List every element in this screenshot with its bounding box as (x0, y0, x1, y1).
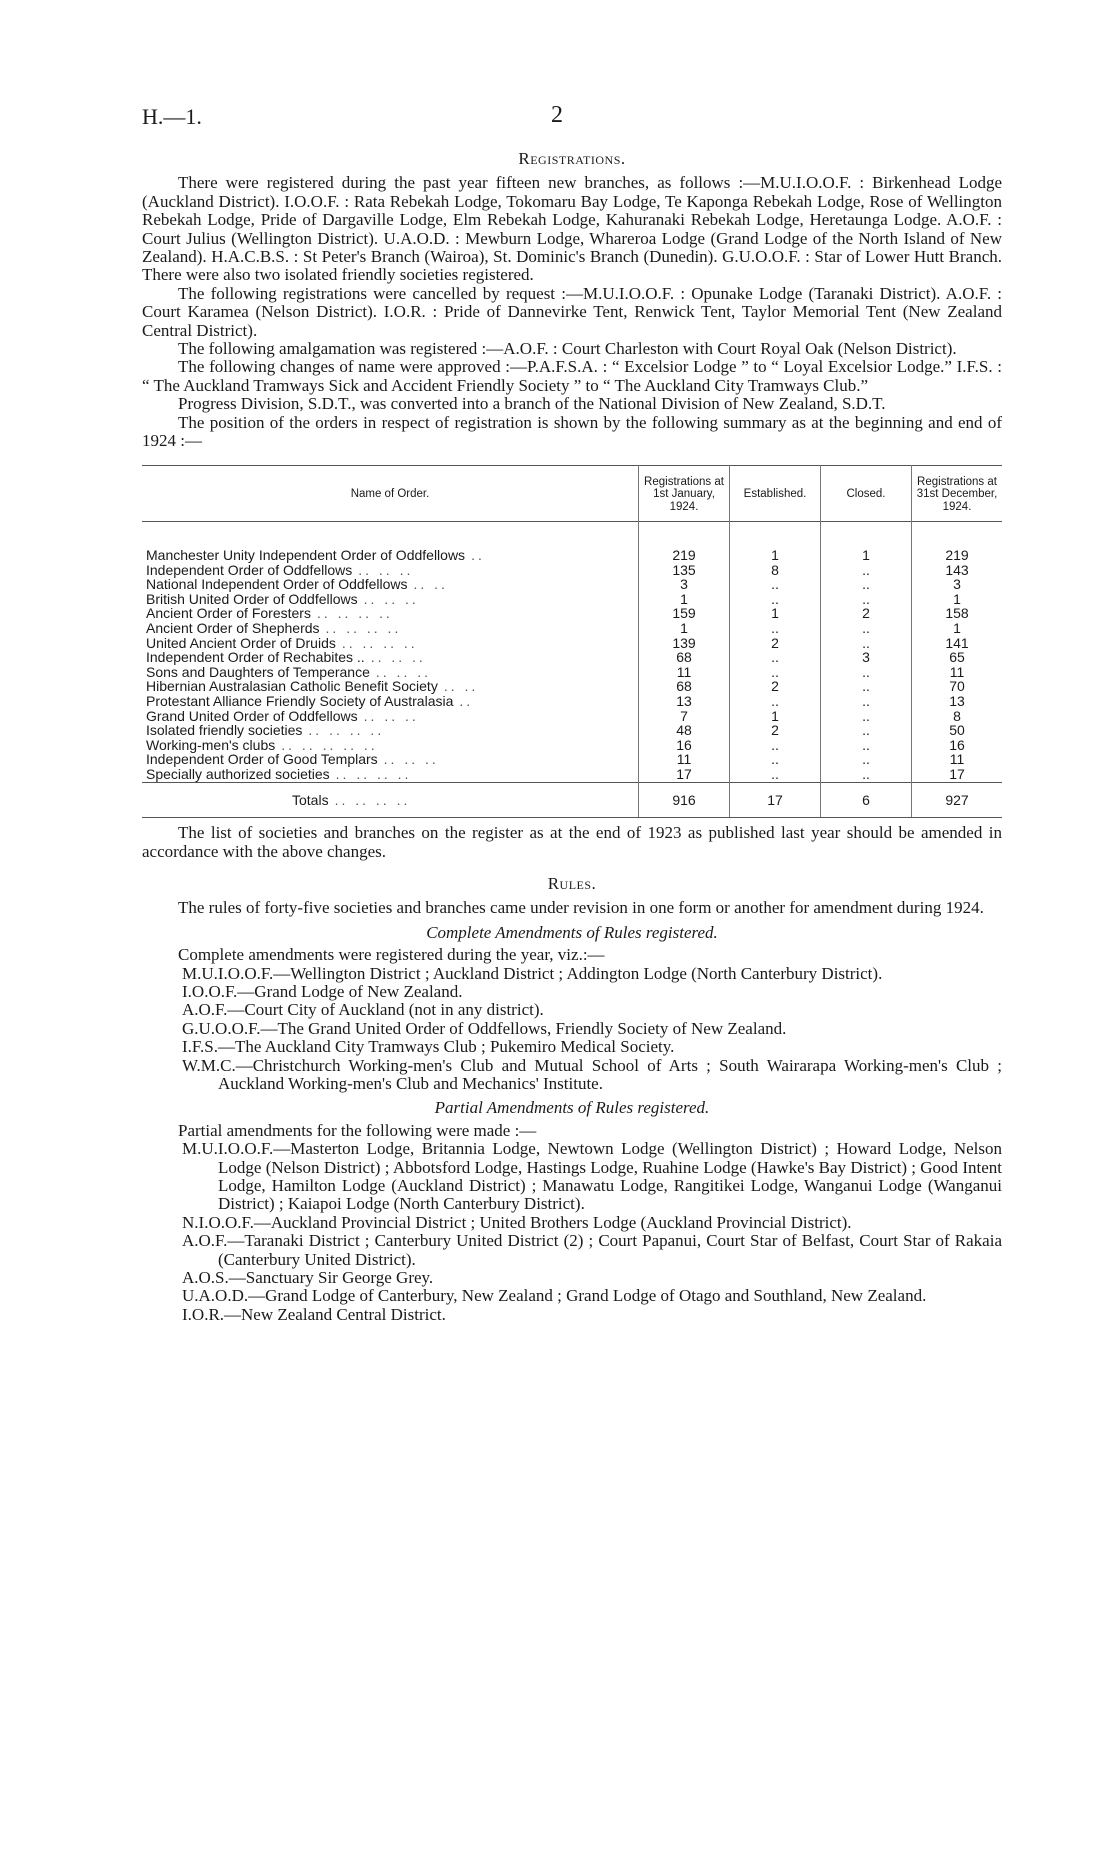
table-row (142, 767, 1002, 782)
registrations-end-cell: 1 (912, 592, 1003, 607)
leader-dots: .. .. .. .. (334, 791, 411, 808)
registrations-end-cell: 11 (912, 752, 1003, 767)
registrations-start-cell: 68 (639, 650, 730, 665)
leader-dots: .. .. (413, 576, 448, 593)
established-cell: 1 (730, 606, 821, 621)
closed-cell: .. (821, 709, 912, 724)
table-header-row (142, 465, 1002, 522)
established-cell: .. (730, 621, 821, 636)
list-item: I.F.S.—The Auckland City Tramways Club ; Pukemiro Medical Society. (182, 1037, 675, 1057)
paragraph: The list of societies and branches on the register as at the end of 1923 as published last year should be amended in accordance with the above changes. (142, 823, 1002, 861)
established-cell: 1 (730, 709, 821, 724)
total-end-cell: 927 (912, 782, 1003, 818)
registrations-start-cell: 1 (639, 621, 730, 636)
leader-dots: .. .. .. .. .. (281, 736, 378, 753)
closed-cell: .. (821, 665, 912, 680)
table-row (142, 577, 1002, 592)
list-intro: Partial amendments for the following were made :— (178, 1120, 537, 1140)
order-name: Isolated friendly societies (146, 722, 303, 739)
order-name-cell (142, 694, 639, 709)
column-header: Established. (730, 465, 821, 522)
rules-heading: Rules. (547, 873, 597, 893)
table-row (142, 723, 1002, 738)
order-name-cell (142, 665, 639, 680)
paragraph: The following changes of name were approved :—P.A.F.S.A. : “ Excelsior Lodge ” to “ Loyal Excelsior Lodge.” I.F.S. : “ The Auckland Tramways Sick and Accident Friendly Society ” to “ The Auckland City Tramways Club.” (142, 357, 1002, 395)
totals-row (142, 782, 1002, 818)
established-cell: .. (730, 752, 821, 767)
order-name: National Independent Order of Oddfellows (146, 576, 408, 593)
table-row (142, 694, 1002, 709)
paragraph: The rules of forty-five societies and branches came under revision in one form or another for amendment during 1924. (178, 898, 984, 918)
order-name: Specially authorized societies (146, 765, 330, 782)
table-row (142, 621, 1002, 636)
total-start-cell: 916 (639, 782, 730, 818)
closed-cell: .. (821, 679, 912, 694)
list-item: I.O.O.F.—Grand Lodge of New Zealand. (182, 981, 463, 1001)
leader-dots: .. .. .. (363, 590, 419, 607)
registrations-start-cell: 48 (639, 723, 730, 738)
table-row (142, 522, 1002, 563)
complete-amendments-heading: Complete Amendments of Rules registered. (426, 922, 718, 942)
order-name: Independent Order of Good Templars (146, 751, 378, 768)
registrations-end-cell: 70 (912, 679, 1003, 694)
list-item: A.O.F.—Court City of Auckland (not in any district). (182, 1000, 544, 1020)
established-cell: 1 (730, 522, 821, 563)
column-header: Registrations at 1st January, 1924. (639, 465, 730, 522)
paragraph: The following registrations were cancelled by request :—M.U.I.O.O.F. : Opunake Lodge (Taranaki District). A.O.F. : Court Karamea (Nelson District). I.O.R. : Pride of Dannevirke Tent, Renwick Tent, Taylor Memorial Tent (New Zealand Central District). (142, 283, 1002, 340)
registrations-start-cell: 7 (639, 709, 730, 724)
leader-dots: .. (471, 547, 485, 563)
table-row (142, 752, 1002, 767)
order-name: Manchester Unity Independent Order of Oddfellows (146, 547, 466, 563)
registrations-end-cell: 11 (912, 665, 1003, 680)
closed-cell: .. (821, 694, 912, 709)
order-name-cell (142, 767, 639, 782)
order-name: Protestant Alliance Friendly Society of Australasia (146, 692, 454, 709)
order-name-cell (142, 621, 639, 636)
paragraph: The position of the orders in respect of registration is shown by the following summary as at the beginning and end of 1924 :— (142, 412, 1002, 451)
closed-cell: .. (821, 577, 912, 592)
leader-dots: .. .. .. (358, 561, 414, 578)
established-cell: 2 (730, 636, 821, 651)
closed-cell: 2 (821, 606, 912, 621)
registrations-start-cell: 1 (639, 592, 730, 607)
table-row (142, 636, 1002, 651)
registrations-end-cell: 16 (912, 738, 1003, 753)
total-established-cell: 17 (730, 782, 821, 818)
registrations-end-cell: 8 (912, 709, 1003, 724)
closed-cell: 3 (821, 650, 912, 665)
document-reference: H.—1. (142, 104, 202, 129)
column-header: Closed. (821, 465, 912, 522)
list-item: M.U.I.O.O.F.—Masterton Lodge, Britannia Lodge, Newtown Lodge (Wellington District) ; Howard Lodge, Nelson Lodge (Nelson District) ; Abbotsford Lodge, Hastings Lodge, Ruahine Lodge (Hawke's Bay District) ; Good Intent Lodge, Hamilton Lodge (Auckland District) ; Manawatu Lodge, Rangitikei Lodge, Wanganui Lodge (Wanganui District) ; Kaiapoi Lodge (North Canterbury District). (182, 1139, 1002, 1214)
leader-dots: .. .. .. (363, 707, 419, 724)
registrations-start-cell: 68 (639, 679, 730, 694)
leader-dots: .. .. .. .. (335, 765, 412, 782)
order-name: Sons and Daughters of Temperance (146, 663, 370, 680)
registrations-start-cell: 159 (639, 606, 730, 621)
column-header: Registrations at 31st December, 1924. (912, 465, 1003, 522)
list-item: U.A.O.D.—Grand Lodge of Canterbury, New Zealand ; Grand Lodge of Otago and Southland, New Zealand. (182, 1286, 927, 1306)
registrations-start-cell: 11 (639, 752, 730, 767)
registrations-start-cell: 219 (639, 522, 730, 563)
table-row (142, 650, 1002, 665)
list-item: I.O.R.—New Zealand Central District. (182, 1304, 446, 1324)
partial-amendments-heading: Partial Amendments of Rules registered. (434, 1098, 710, 1118)
table-row (142, 679, 1002, 694)
list-item: A.O.S.—Sanctuary Sir George Grey. (182, 1268, 434, 1288)
closed-cell: .. (821, 767, 912, 782)
order-name-cell (142, 606, 639, 621)
order-name-cell (142, 738, 639, 753)
column-header: Name of Order. (350, 488, 430, 500)
order-name-cell (142, 563, 639, 578)
registrations-end-cell: 1 (912, 621, 1003, 636)
order-name-cell (142, 577, 639, 592)
totals-label-cell (142, 782, 639, 818)
registrations-start-cell: 139 (639, 636, 730, 651)
table-row (142, 592, 1002, 607)
paragraph: There were registered during the past year fifteen new branches, as follows :—M.U.I.O.O.F. : Birkenhead Lodge (Auckland District). I.O.O.F. : Rata Rebekah Lodge, Tokomaru Bay Lodge, Te Kaponga Rebekah Lodge, Rose of Wellington Rebekah Lodge, Pride of Dargaville Lodge, Elm Rebekah Lodge, Kahuranaki Rebekah Lodge, Heretaunga Lodge. A.O.F. : Court Julius (Wellington District). U.A.O.D. : Mewburn Lodge, Whareroa Lodge (Grand Lodge of the North Island of New Zealand). H.A.C.B.S. : St Peter's Branch (Wairoa), St. Dominic's Branch (Dunedin). G.U.O.O.F. : Star of Lower Hutt Branch. There were also two isolated friendly societies registered. (142, 173, 1002, 285)
registrations-start-cell: 13 (639, 694, 730, 709)
list-item: M.U.I.O.O.F.—Wellington District ; Auckland District ; Addington Lodge (North Canterbury District). (182, 963, 883, 983)
leader-dots: .. (459, 692, 474, 709)
closed-cell: .. (821, 563, 912, 578)
closed-cell: 1 (821, 522, 912, 563)
registrations-end-cell: 219 (912, 522, 1003, 563)
order-name: Ancient Order of Foresters (146, 605, 311, 622)
order-name: Independent Order of Oddfellows (146, 561, 353, 578)
list-item: W.M.C.—Christchurch Working-men's Club and Mutual School of Arts ; South Wairarapa Working-men's Club ; Auckland Working-men's Club and Mechanics' Institute. (182, 1055, 1002, 1093)
page-number: 2 (551, 102, 563, 128)
list-item: G.U.O.O.F.—The Grand United Order of Oddfellows, Friendly Society of New Zealand. (182, 1018, 787, 1038)
order-name-cell (142, 709, 639, 724)
registrations-end-cell: 141 (912, 636, 1003, 651)
table-row (142, 563, 1002, 578)
registrations-end-cell: 13 (912, 694, 1003, 709)
list-item: N.I.O.O.F.—Auckland Provincial District ; United Brothers Lodge (Auckland Provincial District). (182, 1212, 852, 1232)
registrations-start-cell: 17 (639, 767, 730, 782)
established-cell: .. (730, 665, 821, 680)
established-cell: .. (730, 738, 821, 753)
leader-dots: .. .. .. (375, 663, 432, 680)
established-cell: 2 (730, 723, 821, 738)
order-name-cell (142, 522, 639, 563)
table-row (142, 709, 1002, 724)
list-intro: Complete amendments were registered during the year, viz.:— (178, 945, 605, 965)
registrations-start-cell: 11 (639, 665, 730, 680)
closed-cell: .. (821, 723, 912, 738)
leader-dots: .. .. .. (370, 649, 426, 666)
paragraph: The following amalgamation was registered :—A.O.F. : Court Charleston with Court Royal Oak (Nelson District). (178, 339, 957, 359)
established-cell: 8 (730, 563, 821, 578)
registrations-end-cell: 50 (912, 723, 1003, 738)
totals-label: Totals (292, 791, 329, 808)
established-cell: .. (730, 694, 821, 709)
closed-cell: .. (821, 636, 912, 651)
registrations-end-cell: 158 (912, 606, 1003, 621)
registrations-end-cell: 143 (912, 563, 1003, 578)
list-item: A.O.F.—Taranaki District ; Canterbury United District (2) ; Court Papanui, Court Star of Belfast, Court Star of Rakaia (Canterbury United District). (182, 1231, 1002, 1269)
leader-dots: .. .. .. (383, 751, 439, 768)
leader-dots: .. .. .. .. (316, 605, 393, 622)
established-cell: 2 (730, 679, 821, 694)
established-cell: .. (730, 592, 821, 607)
leader-dots: .. .. (443, 678, 479, 695)
order-name-cell (142, 592, 639, 607)
registrations-start-cell: 16 (639, 738, 730, 753)
order-name-cell (142, 636, 639, 651)
order-name: United Ancient Order of Druids (146, 634, 336, 651)
established-cell: .. (730, 650, 821, 665)
leader-dots: .. .. .. .. (341, 634, 418, 651)
established-cell: .. (730, 767, 821, 782)
paragraph: Progress Division, S.D.T., was converted into a branch of the National Division of New Zealand, S.D.T. (178, 394, 886, 414)
order-name: Hibernian Australasian Catholic Benefit Society (146, 678, 438, 695)
order-name: British United Order of Oddfellows (146, 590, 358, 607)
leader-dots: .. .. .. .. (325, 619, 402, 636)
table-row (142, 665, 1002, 680)
registrations-end-cell: 17 (912, 767, 1003, 782)
closed-cell: .. (821, 738, 912, 753)
page-body (142, 150, 1002, 1324)
leader-dots: .. .. .. .. (308, 722, 385, 739)
order-name: Ancient Order of Shepherds (146, 619, 320, 636)
closed-cell: .. (821, 621, 912, 636)
registration-summary-table (142, 465, 1002, 819)
registrations-heading: Registrations. (518, 149, 626, 168)
closed-cell: .. (821, 592, 912, 607)
established-cell: .. (730, 577, 821, 592)
registrations-start-cell: 135 (639, 563, 730, 578)
order-name-cell (142, 650, 639, 665)
table-row (142, 606, 1002, 621)
order-name-cell (142, 723, 639, 738)
table-row (142, 738, 1002, 753)
order-name-cell (142, 752, 639, 767)
registrations-end-cell: 3 (912, 577, 1003, 592)
order-name-cell (142, 679, 639, 694)
registrations-start-cell: 3 (639, 577, 730, 592)
order-name: Working-men's clubs (146, 736, 276, 753)
closed-cell: .. (821, 752, 912, 767)
total-closed-cell: 6 (821, 782, 912, 818)
order-name: Grand United Order of Oddfellows (146, 707, 358, 724)
order-name: Independent Order of Rechabites .. (146, 649, 365, 666)
registrations-end-cell: 65 (912, 650, 1003, 665)
